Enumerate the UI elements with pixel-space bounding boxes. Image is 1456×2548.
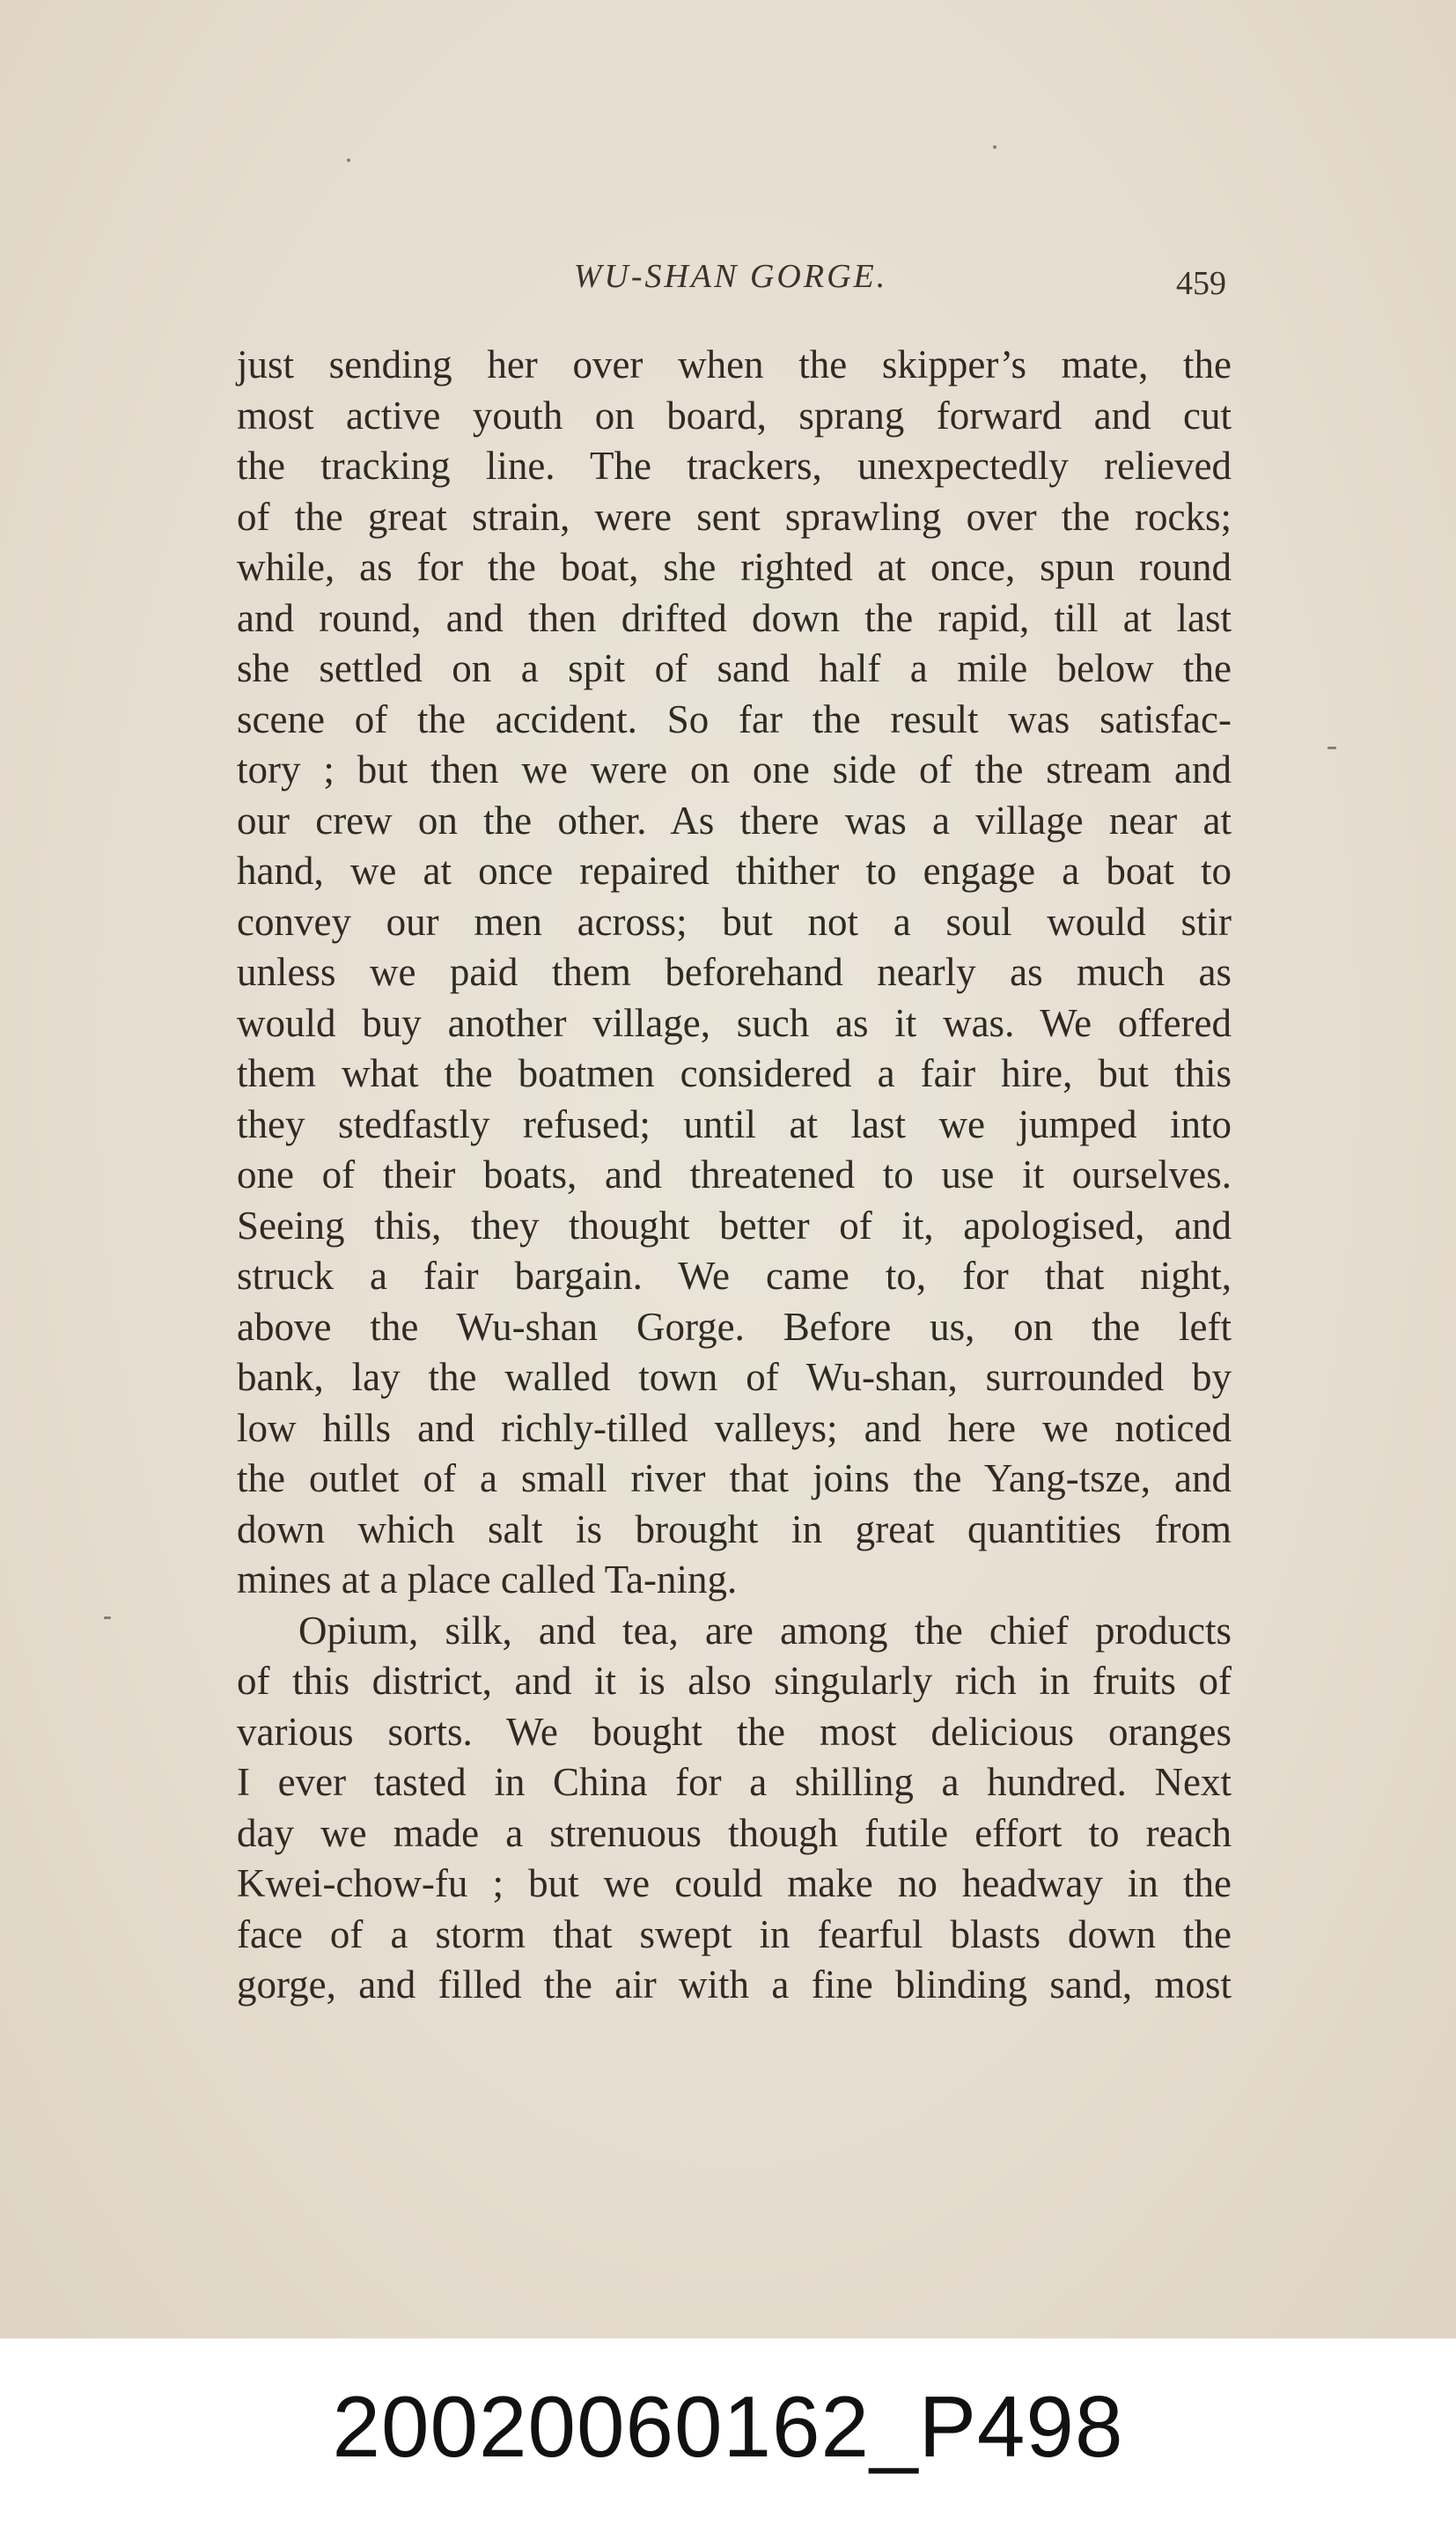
- text-line: convey our men across; but not a soul would stir: [237, 899, 1232, 944]
- text-line: the tracking line. The trackers, unexpectedly relieved: [237, 444, 1232, 488]
- paper-speck: [1327, 747, 1336, 749]
- text-line: above the Wu-shan Gorge. Before us, on the left: [237, 1304, 1232, 1349]
- paper-speck: [993, 145, 996, 149]
- page-number: 459: [1176, 265, 1226, 302]
- chapter-running-title: WU-SHAN GORGE.: [573, 258, 888, 295]
- text-line: she settled on a spit of sand half a mile below the: [237, 646, 1232, 690]
- paragraph: [237, 340, 1232, 1606]
- paragraph: [237, 1606, 1232, 2011]
- text-line: most active youth on board, sprang forward and cut: [237, 393, 1232, 438]
- running-head: [0, 257, 1456, 310]
- text-line: the outlet of a small river that joins the Yang-tsze, and: [237, 1456, 1232, 1500]
- text-line: gorge, and filled the air with a fine blinding sand, most: [237, 1963, 1232, 2007]
- text-line: they stedfastly refused; until at last we jumped into: [237, 1101, 1232, 1146]
- text-line: Opium, silk, and tea, are among the chief products: [298, 1608, 1232, 1653]
- text-line: Kwei-chow-fu ; but we could make no headway in the: [237, 1861, 1232, 1905]
- paper-speck: [347, 158, 350, 162]
- body-text: [237, 340, 1232, 2011]
- text-line: while, as for the boat, she righted at once, spun round: [237, 545, 1232, 589]
- text-line: them what the boatmen considered a fair hire, but this: [237, 1051, 1232, 1095]
- text-line: unless we paid them beforehand nearly as much as: [237, 950, 1232, 994]
- text-line: scene of the accident. So far the result was satisfac-: [237, 696, 1232, 741]
- text-line: I ever tasted in China for a shilling a hundred. Next: [237, 1760, 1232, 1804]
- text-line: of the great strain, were sent sprawling over the rocks;: [237, 494, 1232, 539]
- scan-identifier-label: 20020060162_P498: [332, 2378, 1124, 2475]
- text-line: face of a storm that swept in fearful blasts down the: [237, 1911, 1232, 1956]
- text-line: tory ; but then we were on one side of the stream and: [237, 747, 1232, 792]
- text-line: Seeing this, they thought better of it, apologised, and: [237, 1203, 1232, 1248]
- text-line: down which salt is brought in great quantities from: [237, 1506, 1232, 1551]
- text-line: our crew on the other. As there was a village near at: [237, 798, 1232, 843]
- text-line: various sorts. We bought the most delicious oranges: [237, 1709, 1232, 1754]
- text-line: day we made a strenuous though futile effort to reach: [237, 1810, 1232, 1855]
- text-line: low hills and richly-tilled valleys; and here we noticed: [237, 1405, 1232, 1450]
- text-line: of this district, and it is also singularly rich in fruits of: [237, 1659, 1232, 1703]
- text-line: would buy another village, such as it was. We offered: [237, 1000, 1232, 1045]
- paper-speck: [104, 1616, 111, 1619]
- text-line: one of their boats, and threatened to use it ourselves.: [237, 1152, 1232, 1197]
- text-line: and round, and then drifted down the rapid, till at last: [237, 595, 1232, 640]
- text-line: struck a fair bargain. We came to, for that night,: [237, 1254, 1232, 1298]
- text-line: just sending her over when the skipper’s mate, the: [237, 342, 1232, 387]
- text-line: hand, we at once repaired thither to engage a boat to: [237, 849, 1232, 893]
- text-line: bank, lay the walled town of Wu-shan, surrounded by: [237, 1355, 1232, 1399]
- text-line: mines at a place called Ta-ning.: [237, 1558, 738, 1602]
